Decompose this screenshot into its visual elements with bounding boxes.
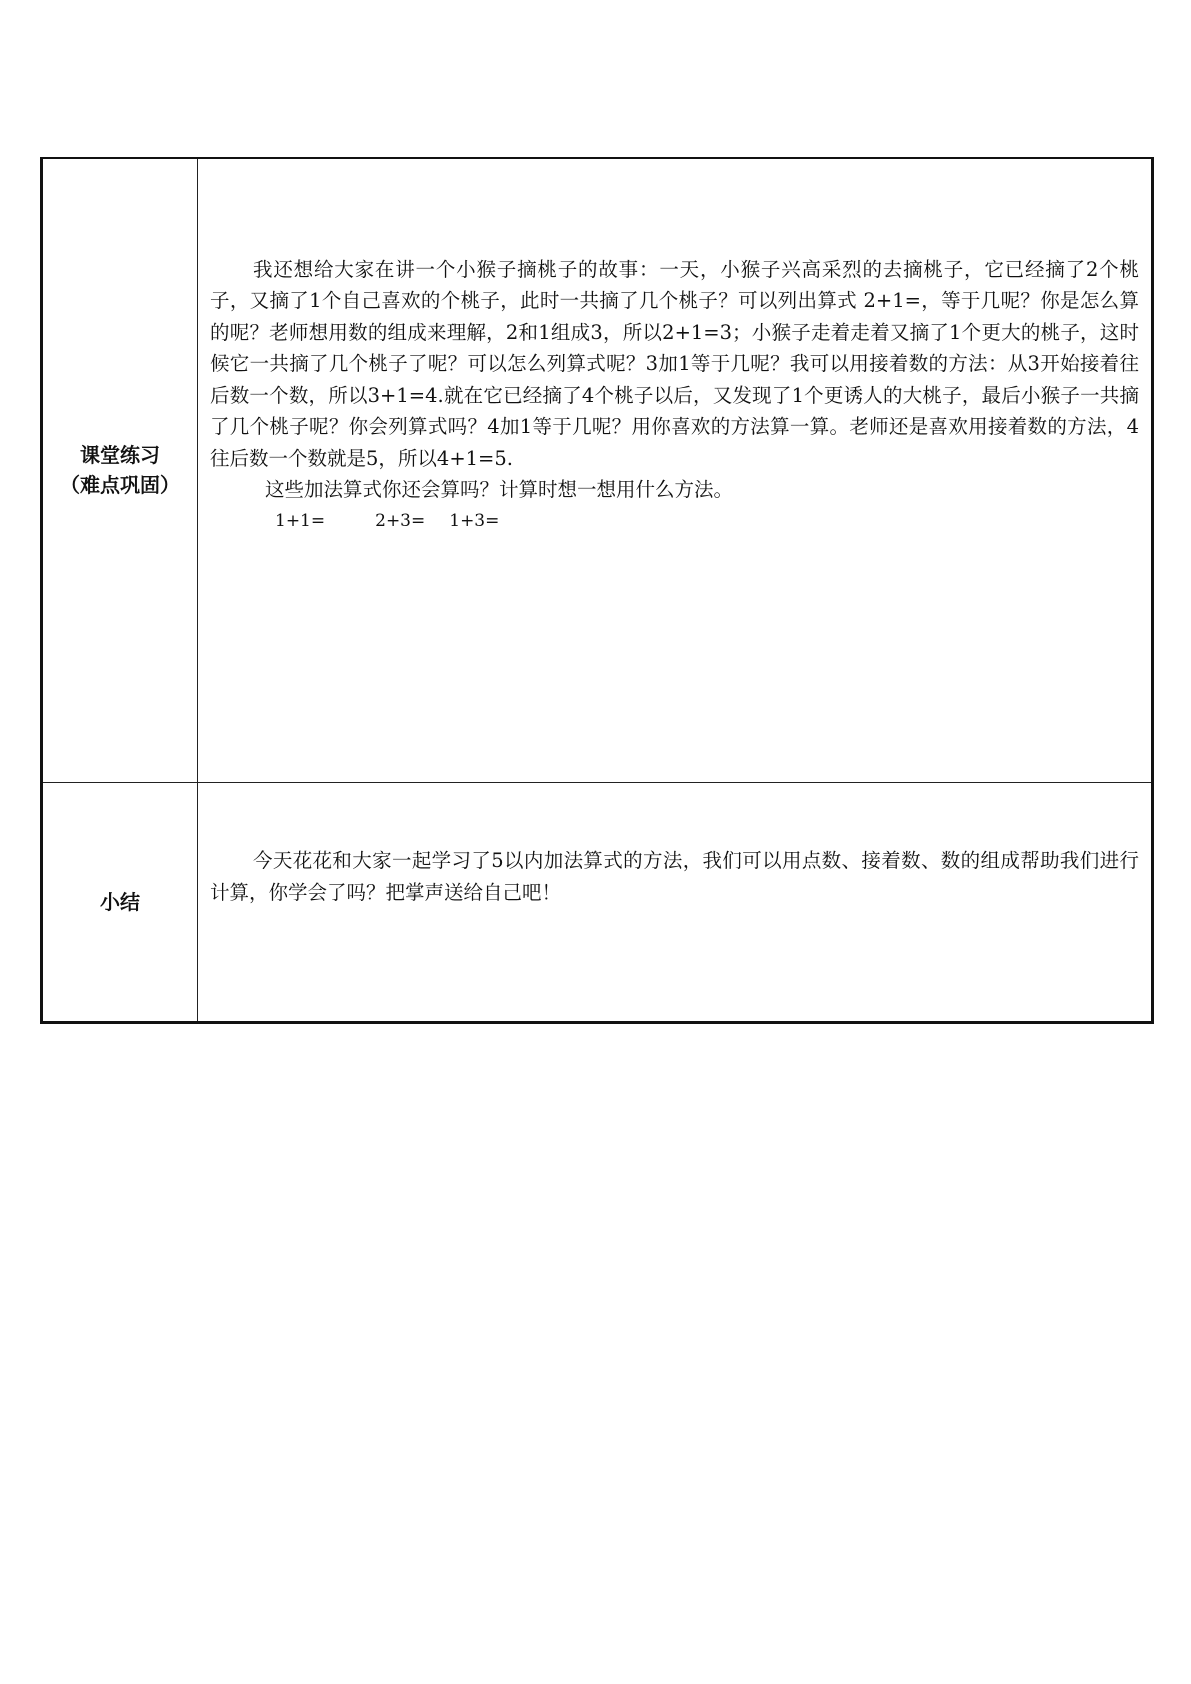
equation-item: 1+1= [275, 510, 326, 531]
practice-label-cell [42, 158, 198, 782]
summary-row [42, 782, 1153, 1022]
equation-list [210, 506, 1139, 537]
equation-item: 1+3= [449, 510, 500, 531]
practice-label: 课堂练习 [80, 443, 160, 468]
summary-paragraph: 今天花花和大家一起学习了5以内加法算式的方法，我们可以用点数、接着数、数的组成帮助我们进行计算，你学会了吗？把掌声送给自己吧！ [210, 849, 1139, 904]
practice-sublabel: （难点巩固） [60, 473, 180, 498]
practice-prompt: 这些加法算式你还会算吗？计算时想一想用什么方法。 [265, 478, 734, 502]
summary-label: 小结 [100, 889, 140, 914]
lesson-table [40, 157, 1154, 1024]
story-paragraph: 我还想给大家在讲一个小猴子摘桃子的故事：一天，小猴子兴高采烈的去摘桃子，它已经摘了2个桃子，又摘了1个自己喜欢的个桃子，此时一共摘了几个桃子？可以列出算式 2+1=，等于几呢？你是怎么算的呢？老师想用数的组成来理解，2和1组成3，所以2+1=3；小猴子走着走着又摘了1个更大的桃子，这时候它一共摘了几个桃子了呢？可以怎么列算式呢？3加1等于几呢？我可以用接着数的方法：从3开始接着往后数一个数，所以3+1=4.就在它已经摘了4个桃子以后，又发现了1个更诱人的大桃子，最后小猴子一共摘了几个桃子呢？你会列算式吗？4加1等于几呢？用你喜欢的方法算一算。老师还是喜欢用接着数的方法，4往后数一个数就是5，所以4+1=5. [210, 257, 1139, 470]
summary-label-cell [42, 782, 198, 1022]
practice-row [42, 158, 1153, 782]
practice-content-cell [198, 158, 1153, 782]
summary-content-cell [198, 782, 1153, 1022]
equation-item: 2+3= [375, 510, 426, 531]
